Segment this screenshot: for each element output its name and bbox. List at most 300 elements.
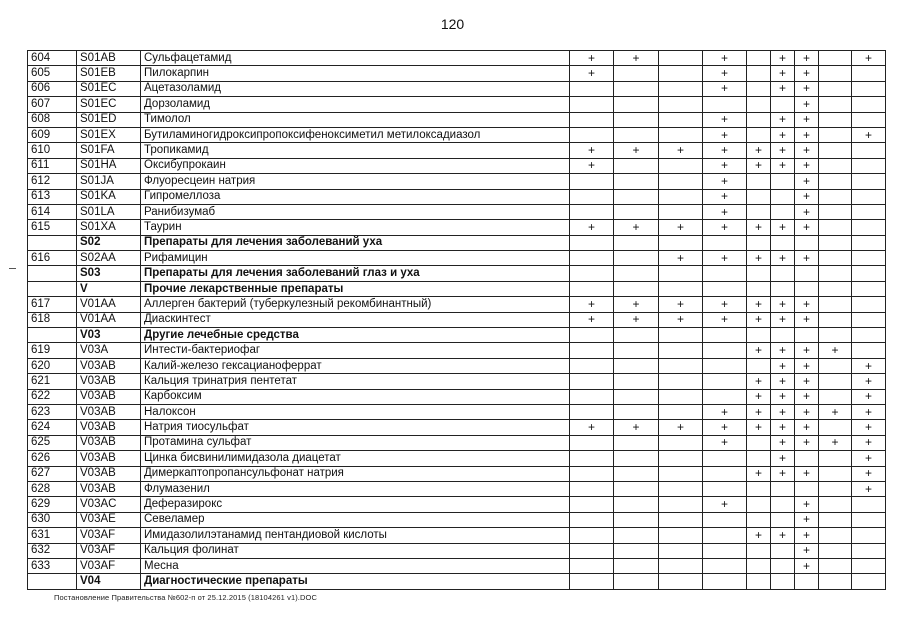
availability-cell-4 — [703, 343, 747, 358]
row-number-cell: 614 — [28, 204, 77, 219]
drug-name-cell: Натрия тиосульфат — [141, 420, 570, 435]
availability-cell-9: + — [852, 374, 886, 389]
atc-code-cell: S01ED — [77, 112, 141, 127]
availability-cell-8 — [819, 481, 852, 496]
availability-cell-2 — [614, 512, 659, 527]
availability-cell-2 — [614, 435, 659, 450]
row-number-cell: 626 — [28, 451, 77, 466]
availability-cell-7: + — [795, 389, 819, 404]
atc-code-cell: S01JA — [77, 174, 141, 189]
availability-cell-1: + — [570, 297, 614, 312]
availability-cell-2: + — [614, 51, 659, 66]
group-header-row — [28, 266, 886, 281]
table-row — [28, 558, 886, 573]
availability-cell-6 — [771, 235, 795, 250]
row-number-cell: 620 — [28, 358, 77, 373]
atc-code-cell: S01EC — [77, 81, 141, 96]
atc-code-cell: V03AF — [77, 558, 141, 573]
availability-cell-7: + — [795, 512, 819, 527]
availability-cell-1: + — [570, 158, 614, 173]
availability-cell-9 — [852, 174, 886, 189]
drug-name-cell: Другие лечебные средства — [141, 328, 570, 343]
availability-cell-3 — [659, 97, 703, 112]
drug-name-cell: Диагностические препараты — [141, 574, 570, 589]
availability-cell-3 — [659, 343, 703, 358]
availability-cell-5: + — [747, 420, 771, 435]
availability-cell-6: + — [771, 220, 795, 235]
availability-cell-9 — [852, 204, 886, 219]
availability-cell-6: + — [771, 374, 795, 389]
row-number-cell — [28, 281, 77, 296]
availability-cell-7 — [795, 481, 819, 496]
availability-cell-5 — [747, 189, 771, 204]
atc-code-cell: V01AA — [77, 297, 141, 312]
table-row — [28, 251, 886, 266]
atc-code-cell: S01HA — [77, 158, 141, 173]
atc-code-cell: V03AF — [77, 543, 141, 558]
drug-name-cell: Протамина сульфат — [141, 435, 570, 450]
row-number-cell: 618 — [28, 312, 77, 327]
availability-cell-8 — [819, 374, 852, 389]
availability-cell-4 — [703, 266, 747, 281]
availability-cell-3 — [659, 66, 703, 81]
drug-name-cell: Севеламер — [141, 512, 570, 527]
availability-cell-3 — [659, 512, 703, 527]
availability-cell-8 — [819, 189, 852, 204]
row-number-cell: 630 — [28, 512, 77, 527]
availability-cell-3 — [659, 497, 703, 512]
availability-cell-5 — [747, 497, 771, 512]
drug-name-cell: Гипромеллоза — [141, 189, 570, 204]
availability-cell-5: + — [747, 466, 771, 481]
availability-cell-5 — [747, 81, 771, 96]
availability-cell-4 — [703, 328, 747, 343]
drug-name-cell: Кальция тринатрия пентетат — [141, 374, 570, 389]
availability-cell-5 — [747, 112, 771, 127]
availability-cell-8 — [819, 174, 852, 189]
availability-cell-9: + — [852, 389, 886, 404]
availability-cell-8 — [819, 158, 852, 173]
availability-cell-9 — [852, 328, 886, 343]
availability-cell-8 — [819, 451, 852, 466]
availability-cell-1 — [570, 266, 614, 281]
row-number-cell: 609 — [28, 127, 77, 142]
drug-name-cell: Флуоресцеин натрия — [141, 174, 570, 189]
availability-cell-9 — [852, 158, 886, 173]
table-row — [28, 81, 886, 96]
availability-cell-2 — [614, 81, 659, 96]
drug-name-cell: Тимолол — [141, 112, 570, 127]
availability-cell-6: + — [771, 420, 795, 435]
row-number-cell: 607 — [28, 97, 77, 112]
availability-cell-7 — [795, 281, 819, 296]
availability-cell-6 — [771, 189, 795, 204]
availability-cell-3 — [659, 374, 703, 389]
availability-cell-8 — [819, 466, 852, 481]
atc-code-cell: V03 — [77, 328, 141, 343]
availability-cell-2: + — [614, 420, 659, 435]
availability-cell-2 — [614, 281, 659, 296]
availability-cell-9: + — [852, 51, 886, 66]
availability-cell-6: + — [771, 312, 795, 327]
page-number: 120 — [440, 16, 465, 32]
availability-cell-3 — [659, 451, 703, 466]
availability-cell-4: + — [703, 497, 747, 512]
atc-code-cell: V03AE — [77, 512, 141, 527]
availability-cell-4: + — [703, 158, 747, 173]
availability-cell-2 — [614, 328, 659, 343]
availability-cell-5 — [747, 358, 771, 373]
drug-name-cell: Прочие лекарственные препараты — [141, 281, 570, 296]
availability-cell-2 — [614, 189, 659, 204]
availability-cell-4 — [703, 481, 747, 496]
availability-cell-8 — [819, 66, 852, 81]
availability-cell-8 — [819, 281, 852, 296]
availability-cell-8 — [819, 204, 852, 219]
availability-cell-3 — [659, 235, 703, 250]
availability-cell-9: + — [852, 420, 886, 435]
availability-cell-1 — [570, 343, 614, 358]
atc-code-cell: S02AA — [77, 251, 141, 266]
availability-cell-3 — [659, 435, 703, 450]
drug-name-cell: Ацетазоламид — [141, 81, 570, 96]
availability-cell-5 — [747, 174, 771, 189]
row-number-cell: 633 — [28, 558, 77, 573]
table-row — [28, 51, 886, 66]
availability-cell-5 — [747, 97, 771, 112]
availability-cell-2 — [614, 127, 659, 142]
availability-cell-9: + — [852, 466, 886, 481]
availability-cell-2: + — [614, 312, 659, 327]
table-row — [28, 343, 886, 358]
availability-cell-4 — [703, 574, 747, 589]
availability-cell-8 — [819, 312, 852, 327]
availability-cell-7: + — [795, 297, 819, 312]
availability-cell-8: + — [819, 343, 852, 358]
availability-cell-6 — [771, 497, 795, 512]
availability-cell-1 — [570, 281, 614, 296]
availability-cell-1 — [570, 389, 614, 404]
availability-cell-8 — [819, 358, 852, 373]
availability-cell-8 — [819, 328, 852, 343]
atc-code-cell: V03AB — [77, 420, 141, 435]
table-row — [28, 158, 886, 173]
availability-cell-4: + — [703, 404, 747, 419]
row-number-cell: 628 — [28, 481, 77, 496]
availability-cell-2 — [614, 528, 659, 543]
table-row — [28, 204, 886, 219]
availability-cell-1 — [570, 451, 614, 466]
availability-cell-9 — [852, 558, 886, 573]
availability-cell-6: + — [771, 51, 795, 66]
availability-cell-4: + — [703, 204, 747, 219]
availability-cell-6: + — [771, 127, 795, 142]
availability-cell-1 — [570, 81, 614, 96]
availability-cell-3 — [659, 358, 703, 373]
availability-cell-6 — [771, 574, 795, 589]
availability-cell-7: + — [795, 189, 819, 204]
availability-cell-5 — [747, 543, 771, 558]
availability-cell-2 — [614, 374, 659, 389]
availability-cell-2 — [614, 451, 659, 466]
availability-cell-3 — [659, 51, 703, 66]
availability-cell-7 — [795, 235, 819, 250]
availability-cell-4 — [703, 97, 747, 112]
availability-cell-9 — [852, 574, 886, 589]
drug-name-cell: Налоксон — [141, 404, 570, 419]
availability-cell-2 — [614, 481, 659, 496]
availability-cell-2 — [614, 558, 659, 573]
atc-code-cell: V03A — [77, 343, 141, 358]
row-number-cell: 616 — [28, 251, 77, 266]
row-number-cell — [28, 266, 77, 281]
atc-code-cell: V03AB — [77, 451, 141, 466]
atc-code-cell: V03AB — [77, 389, 141, 404]
availability-cell-6: + — [771, 404, 795, 419]
availability-cell-3: + — [659, 220, 703, 235]
availability-cell-1 — [570, 481, 614, 496]
drug-name-cell: Интести-бактериофаг — [141, 343, 570, 358]
availability-cell-7: + — [795, 204, 819, 219]
table-row — [28, 220, 886, 235]
availability-cell-5 — [747, 204, 771, 219]
atc-code-cell: V04 — [77, 574, 141, 589]
drug-name-cell: Месна — [141, 558, 570, 573]
table-row — [28, 543, 886, 558]
availability-cell-1 — [570, 189, 614, 204]
availability-cell-8 — [819, 512, 852, 527]
availability-cell-9: + — [852, 451, 886, 466]
availability-cell-8 — [819, 81, 852, 96]
availability-cell-7: + — [795, 528, 819, 543]
availability-cell-7: + — [795, 435, 819, 450]
availability-cell-5: + — [747, 404, 771, 419]
availability-cell-2 — [614, 574, 659, 589]
drug-name-cell: Диаскинтест — [141, 312, 570, 327]
atc-code-cell: S01EB — [77, 66, 141, 81]
availability-cell-1 — [570, 235, 614, 250]
availability-cell-4 — [703, 466, 747, 481]
availability-cell-9 — [852, 297, 886, 312]
atc-code-cell: S01EC — [77, 97, 141, 112]
atc-code-cell: V03AB — [77, 374, 141, 389]
availability-cell-8 — [819, 497, 852, 512]
availability-cell-4: + — [703, 143, 747, 158]
drug-name-cell: Аллерген бактерий (туберкулезный рекомбинантный) — [141, 297, 570, 312]
availability-cell-2 — [614, 266, 659, 281]
availability-cell-7: + — [795, 343, 819, 358]
table-row — [28, 312, 886, 327]
row-number-cell: 615 — [28, 220, 77, 235]
group-header-row — [28, 328, 886, 343]
availability-cell-9 — [852, 312, 886, 327]
availability-cell-3 — [659, 528, 703, 543]
drug-name-cell: Кальция фолинат — [141, 543, 570, 558]
availability-cell-9: + — [852, 435, 886, 450]
availability-cell-6: + — [771, 81, 795, 96]
availability-cell-2: + — [614, 220, 659, 235]
table-row — [28, 512, 886, 527]
table-body — [28, 51, 886, 590]
availability-cell-7: + — [795, 81, 819, 96]
drug-name-cell: Имидазолилэтанамид пентандиовой кислоты — [141, 528, 570, 543]
document-footer: Постановление Правительства №602-п от 25.12.2015 (18104261 v1).DOC — [54, 593, 317, 602]
availability-cell-9 — [852, 189, 886, 204]
availability-cell-7: + — [795, 312, 819, 327]
availability-cell-2 — [614, 466, 659, 481]
availability-cell-7: + — [795, 558, 819, 573]
atc-code-cell: V03AB — [77, 358, 141, 373]
availability-cell-8 — [819, 558, 852, 573]
availability-cell-9: + — [852, 481, 886, 496]
table-row — [28, 528, 886, 543]
availability-cell-1 — [570, 204, 614, 219]
availability-cell-1 — [570, 543, 614, 558]
availability-cell-6: + — [771, 343, 795, 358]
availability-cell-9 — [852, 543, 886, 558]
availability-cell-6 — [771, 558, 795, 573]
availability-cell-6: + — [771, 158, 795, 173]
availability-cell-9 — [852, 81, 886, 96]
availability-cell-3 — [659, 81, 703, 96]
availability-cell-6 — [771, 481, 795, 496]
availability-cell-6 — [771, 97, 795, 112]
availability-cell-1 — [570, 404, 614, 419]
table-row — [28, 481, 886, 496]
availability-cell-3 — [659, 328, 703, 343]
availability-cell-1 — [570, 574, 614, 589]
availability-cell-3 — [659, 389, 703, 404]
availability-cell-1 — [570, 528, 614, 543]
availability-cell-5: + — [747, 158, 771, 173]
availability-cell-3 — [659, 127, 703, 142]
availability-cell-1: + — [570, 51, 614, 66]
availability-cell-6 — [771, 512, 795, 527]
availability-cell-1: + — [570, 420, 614, 435]
availability-cell-7: + — [795, 466, 819, 481]
availability-cell-8 — [819, 297, 852, 312]
availability-cell-6: + — [771, 389, 795, 404]
availability-cell-9 — [852, 112, 886, 127]
atc-code-cell: S01KA — [77, 189, 141, 204]
availability-cell-4: + — [703, 81, 747, 96]
drug-name-cell: Таурин — [141, 220, 570, 235]
availability-cell-4 — [703, 512, 747, 527]
availability-cell-4: + — [703, 251, 747, 266]
availability-cell-7: + — [795, 97, 819, 112]
row-number-cell: 613 — [28, 189, 77, 204]
drug-name-cell: Препараты для лечения заболеваний глаз и уха — [141, 266, 570, 281]
availability-cell-3 — [659, 204, 703, 219]
table-row — [28, 127, 886, 142]
drug-name-cell: Пилокарпин — [141, 66, 570, 81]
availability-cell-3 — [659, 112, 703, 127]
availability-cell-4: + — [703, 220, 747, 235]
group-header-row — [28, 574, 886, 589]
availability-cell-2 — [614, 174, 659, 189]
row-number-cell: 623 — [28, 404, 77, 419]
availability-cell-7: + — [795, 404, 819, 419]
availability-cell-3 — [659, 574, 703, 589]
atc-code-cell: V03AB — [77, 404, 141, 419]
availability-cell-1 — [570, 112, 614, 127]
availability-cell-4: + — [703, 312, 747, 327]
availability-cell-5: + — [747, 220, 771, 235]
availability-cell-9 — [852, 512, 886, 527]
availability-cell-3 — [659, 543, 703, 558]
availability-cell-9 — [852, 266, 886, 281]
availability-cell-5 — [747, 328, 771, 343]
availability-cell-8 — [819, 543, 852, 558]
availability-cell-4: + — [703, 112, 747, 127]
drug-name-cell: Цинка бисвинилимидазола диацетат — [141, 451, 570, 466]
availability-cell-7: + — [795, 51, 819, 66]
availability-cell-1 — [570, 127, 614, 142]
table-row — [28, 404, 886, 419]
availability-cell-9 — [852, 528, 886, 543]
availability-cell-7 — [795, 328, 819, 343]
availability-cell-2 — [614, 204, 659, 219]
margin-dash — [9, 268, 16, 269]
atc-code-cell: S01AB — [77, 51, 141, 66]
atc-code-cell: S01LA — [77, 204, 141, 219]
drug-registry-table — [27, 50, 886, 590]
availability-cell-5: + — [747, 143, 771, 158]
table-row — [28, 389, 886, 404]
availability-cell-7 — [795, 266, 819, 281]
table-row — [28, 66, 886, 81]
availability-cell-3: + — [659, 251, 703, 266]
availability-cell-7: + — [795, 374, 819, 389]
availability-cell-9 — [852, 343, 886, 358]
table-row — [28, 189, 886, 204]
availability-cell-4: + — [703, 189, 747, 204]
table-row — [28, 466, 886, 481]
availability-cell-9: + — [852, 358, 886, 373]
row-number-cell: 608 — [28, 112, 77, 127]
availability-cell-5 — [747, 235, 771, 250]
availability-cell-2 — [614, 158, 659, 173]
availability-cell-4 — [703, 451, 747, 466]
row-number-cell: 612 — [28, 174, 77, 189]
atc-code-cell: V03AB — [77, 466, 141, 481]
availability-cell-5: + — [747, 312, 771, 327]
availability-cell-3: + — [659, 312, 703, 327]
availability-cell-1 — [570, 512, 614, 527]
availability-cell-2 — [614, 497, 659, 512]
availability-cell-2 — [614, 389, 659, 404]
row-number-cell: 611 — [28, 158, 77, 173]
availability-cell-5 — [747, 51, 771, 66]
availability-cell-4: + — [703, 174, 747, 189]
availability-cell-4 — [703, 235, 747, 250]
availability-cell-7: + — [795, 358, 819, 373]
availability-cell-6 — [771, 204, 795, 219]
availability-cell-9: + — [852, 404, 886, 419]
availability-cell-4 — [703, 358, 747, 373]
availability-cell-6: + — [771, 143, 795, 158]
atc-code-cell: V — [77, 281, 141, 296]
row-number-cell: 621 — [28, 374, 77, 389]
availability-cell-5 — [747, 512, 771, 527]
atc-code-cell: S01EX — [77, 127, 141, 142]
row-number-cell: 606 — [28, 81, 77, 96]
availability-cell-9 — [852, 497, 886, 512]
availability-cell-1 — [570, 466, 614, 481]
availability-cell-2 — [614, 358, 659, 373]
drug-name-cell: Бутиламиногидроксипропоксифеноксиметил метилоксадиазол — [141, 127, 570, 142]
availability-cell-8 — [819, 420, 852, 435]
